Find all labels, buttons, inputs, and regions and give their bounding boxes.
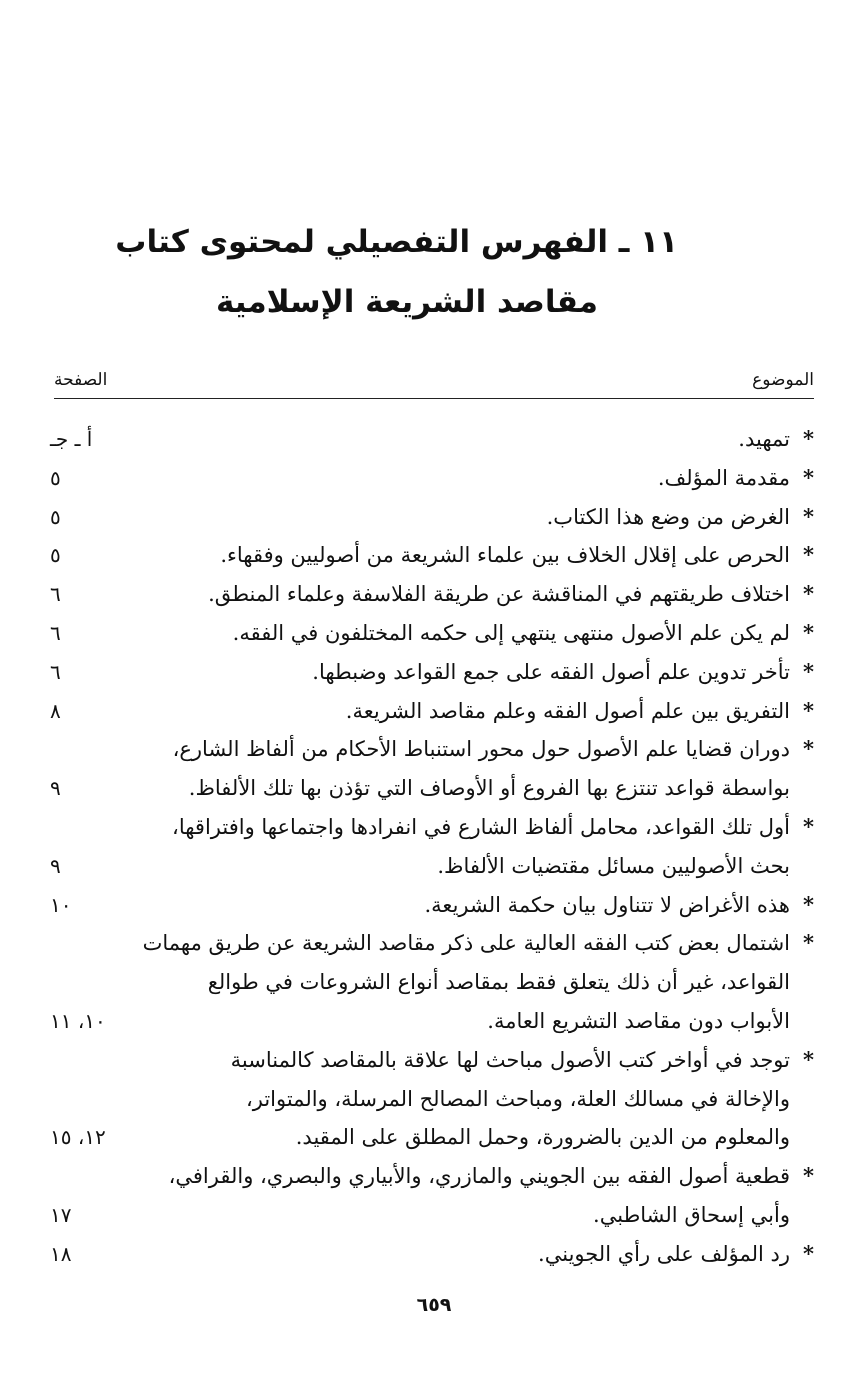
- index-entry: [50, 1157, 814, 1235]
- entry-text-line: [50, 924, 814, 963]
- index-entry: [50, 1235, 814, 1274]
- entry-text: أول تلك القواعد، محامل ألفاظ الشارع في انفرادها واجتماعها وافتراقها،: [172, 814, 790, 839]
- asterisk-bullet-icon: *: [803, 736, 814, 762]
- entry-text-line: [50, 614, 814, 653]
- entry-page-number: ٦: [50, 582, 61, 607]
- entry-text-line: [50, 808, 814, 847]
- entry-text: الغرض من وضع هذا الكتاب.: [546, 504, 790, 529]
- entry-text: مقدمة المؤلف.: [657, 465, 790, 490]
- asterisk-bullet-icon: *: [803, 1240, 814, 1266]
- index-entry: [50, 498, 814, 537]
- asterisk-bullet-icon: *: [803, 813, 814, 839]
- entry-text-line: [50, 498, 814, 537]
- entry-text: الحرص على إقلال الخلاف بين علماء الشريعة من أصوليين وفقهاء.: [220, 543, 790, 568]
- page-column-header: الصفحة: [54, 370, 108, 390]
- index-entry: [50, 575, 814, 614]
- entry-text-line: [50, 692, 814, 731]
- entry-text-line: [50, 1080, 814, 1119]
- asterisk-bullet-icon: *: [803, 930, 814, 956]
- entry-text-line: [50, 653, 814, 692]
- entry-text: الأبواب دون مقاصد التشريع العامة.: [487, 1008, 790, 1033]
- index-entry: [50, 536, 814, 575]
- entry-text: لم يكن علم الأصول منتهى ينتهي إلى حكمه المختلفون في الفقه.: [232, 620, 790, 645]
- entry-text: دوران قضايا علم الأصول حول محور استنباط الأحكام من ألفاظ الشارع،: [172, 737, 790, 762]
- entry-text-line: [50, 1041, 814, 1080]
- entry-page-number: ١٢، ١٥: [50, 1125, 106, 1150]
- asterisk-bullet-icon: *: [803, 1163, 814, 1189]
- entry-text: بحث الأصوليين مسائل مقتضيات الألفاظ.: [437, 853, 790, 878]
- asterisk-bullet-icon: *: [803, 658, 814, 684]
- entry-page-number: ٥: [50, 543, 61, 568]
- entry-page-number: ١٧: [50, 1202, 72, 1227]
- entry-page-number: ٦: [50, 659, 61, 684]
- entry-text-line: [50, 886, 814, 925]
- entry-text-line: [50, 730, 814, 769]
- entry-text-line: [50, 1002, 814, 1041]
- index-entry: [50, 886, 814, 925]
- index-entries: [50, 420, 814, 1274]
- page-title-line-2: مقاصد الشريعة الإسلامية: [215, 284, 598, 320]
- entry-text-line: [50, 459, 814, 498]
- column-headers: [54, 364, 814, 399]
- page-title-line-1: ١١ ـ الفهرس التفصيلي لمحتوى كتاب: [115, 224, 678, 260]
- entry-page-number: ٥: [50, 504, 61, 529]
- page-number: ٦٥٩: [416, 1294, 452, 1316]
- asterisk-bullet-icon: *: [803, 697, 814, 723]
- asterisk-bullet-icon: *: [803, 464, 814, 490]
- asterisk-bullet-icon: *: [803, 581, 814, 607]
- index-entry: [50, 420, 814, 459]
- index-entry: [50, 808, 814, 886]
- entry-text: هذه الأغراض لا تتناول بيان حكمة الشريعة.: [424, 892, 790, 917]
- entry-text: توجد في أواخر كتب الأصول مباحث لها علاقة بالمقاصد كالمناسبة: [230, 1047, 790, 1072]
- entry-page-number: ١٨: [50, 1241, 72, 1266]
- asterisk-bullet-icon: *: [803, 891, 814, 917]
- entry-text: والمعلوم من الدين بالضرورة، وحمل المطلق على المقيد.: [295, 1125, 790, 1150]
- index-entry: [50, 692, 814, 731]
- entry-text-line: [50, 1196, 814, 1235]
- entry-text-line: [50, 1157, 814, 1196]
- entry-page-number: ٥: [50, 465, 61, 490]
- entry-text: وأبي إسحاق الشاطبي.: [593, 1202, 790, 1227]
- entry-text-line: [50, 963, 814, 1002]
- entry-page-number: أ ـ جـ: [50, 427, 93, 451]
- entry-text: اختلاف طريقتهم في المناقشة عن طريقة الفلاسفة وعلماء المنطق.: [208, 582, 790, 607]
- entry-text-line: [50, 769, 814, 808]
- entry-text: والإخالة في مسالك العلة، ومباحث المصالح المرسلة، والمتواتر،: [245, 1086, 790, 1111]
- entry-page-number: ٩: [50, 776, 61, 801]
- entry-page-number: ٩: [50, 853, 61, 878]
- entry-page-number: ٨: [50, 698, 61, 723]
- asterisk-bullet-icon: *: [803, 542, 814, 568]
- asterisk-bullet-icon: *: [803, 426, 814, 451]
- entry-text-line: [50, 1235, 814, 1274]
- entry-text: القواعد، غير أن ذلك يتعلق فقط بمقاصد أنواع الشروعات في طوالع: [207, 970, 790, 995]
- index-entry: [50, 614, 814, 653]
- asterisk-bullet-icon: *: [803, 503, 814, 529]
- entry-text-line: [50, 575, 814, 614]
- entry-page-number: ١٠، ١١: [50, 1008, 106, 1033]
- index-entry: [50, 653, 814, 692]
- entry-text: اشتمال بعض كتب الفقه العالية على ذكر مقاصد الشريعة عن طريق مهمات: [142, 931, 790, 956]
- entry-text: قطعية أصول الفقه بين الجويني والمازري، والأبياري والبصري، والقرافي،: [168, 1164, 790, 1189]
- asterisk-bullet-icon: *: [803, 1046, 814, 1072]
- entry-text: تأخر تدوين علم أصول الفقه على جمع القواعد وضبطها.: [312, 659, 790, 684]
- entry-page-number: ١٠: [50, 892, 72, 917]
- entry-text-line: [50, 536, 814, 575]
- index-entry: [50, 459, 814, 498]
- entry-page-number: ٦: [50, 620, 61, 645]
- entry-text: رد المؤلف على رأي الجويني.: [538, 1241, 790, 1266]
- entry-text: تمهيد.: [738, 427, 790, 451]
- entry-text: التفريق بين علم أصول الفقه وعلم مقاصد الشريعة.: [345, 698, 790, 723]
- entry-text-line: [50, 420, 814, 459]
- index-entry: [50, 1041, 814, 1157]
- entry-text-line: [50, 847, 814, 886]
- topic-column-header: الموضوع: [752, 370, 814, 390]
- entry-text: بواسطة قواعد تنتزع بها الفروع أو الأوصاف التي تؤذن بها تلك الألفاظ.: [188, 776, 790, 801]
- index-entry: [50, 730, 814, 808]
- entry-text-line: [50, 1118, 814, 1157]
- index-entry: [50, 924, 814, 1040]
- asterisk-bullet-icon: *: [803, 619, 814, 645]
